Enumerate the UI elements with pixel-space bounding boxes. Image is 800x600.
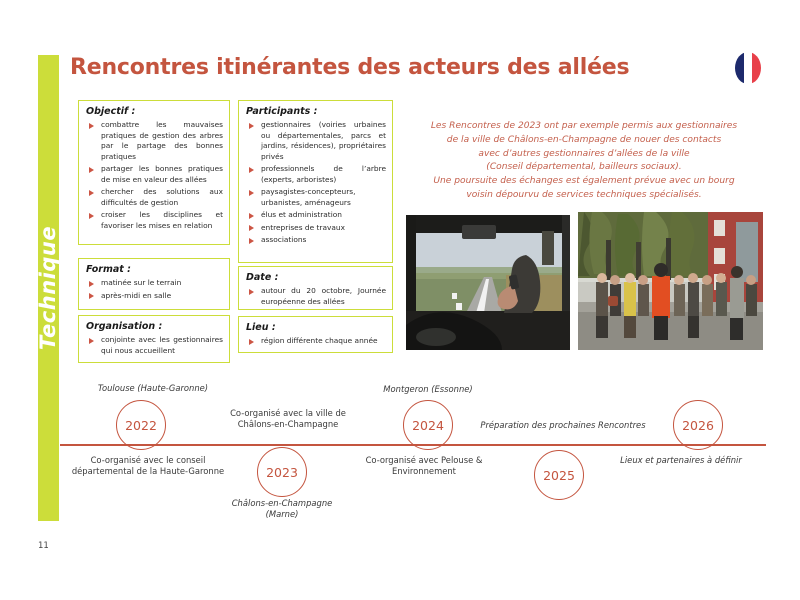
page-title: Rencontres itinérantes des acteurs des allées (70, 55, 630, 80)
timeline-label-chalons-city: Châlons-en-Champagne (Marne) (231, 498, 333, 520)
list-item: paysagistes-concepteurs, urbanistes, aménageurs (246, 187, 386, 208)
box-organisation-heading: Organisation : (86, 321, 163, 332)
box-format (78, 258, 230, 310)
list-item: gestionnaires (voiries urbaines ou départementales, parcs et jardins, résidences), propriétaires privés (246, 120, 386, 162)
timeline-label-lieux: Lieux et partenaires à définir (620, 455, 742, 465)
box-date-list (246, 286, 386, 307)
timeline-label-chalons-coorg: Co-organisé avec la ville de Châlons-en-Champagne (230, 408, 346, 430)
note-line: de la ville de Châlons-en-Champagne de nouer des contacts (446, 134, 722, 145)
timeline-year-2024: 2024 (403, 400, 453, 450)
box-organisation (78, 315, 230, 363)
timeline-label-pelouse: Co-organisé avec Pelouse & Environnement (365, 455, 483, 477)
box-participants-heading: Participants : (246, 106, 318, 117)
box-participants-list (246, 120, 386, 246)
box-objectif (78, 100, 230, 245)
timeline-year-2022: 2022 (116, 400, 166, 450)
timeline-year-2023: 2023 (257, 447, 307, 497)
sidebar-label-text: Technique (36, 225, 61, 351)
box-format-heading: Format : (86, 264, 131, 275)
list-item: combattre les mauvaises pratiques de gestion des arbres par le partage des bonnes pratiques (86, 120, 223, 162)
note-line: avec d’autres gestionnaires d’allées de la ville (478, 148, 690, 159)
note-block (404, 120, 764, 203)
list-item: professionnels de l’arbre (experts, arboristes) (246, 164, 386, 185)
flag-band-red (752, 52, 761, 84)
note-line: Une poursuite des échanges est également prévue avec un bourg (433, 176, 735, 187)
note-line: Les Rencontres de 2023 ont par exemple permis aux gestionnaires (430, 121, 738, 131)
list-item: croiser les disciplines et favoriser les mises en relation (86, 210, 223, 231)
photo-bus-graphic (406, 215, 570, 350)
note-line: (Conseil départemental, bailleurs sociaux). (486, 162, 682, 173)
list-item: matinée sur le terrain (86, 278, 223, 289)
box-lieu (238, 316, 393, 353)
list-item: région différente chaque année (246, 336, 386, 347)
timeline-label-montgeron: Montgeron (Essonne) (383, 384, 473, 394)
timeline-label-toulouse: Toulouse (Haute-Garonne) (97, 383, 209, 393)
french-flag-icon (735, 52, 761, 84)
list-item: élus et administration (246, 210, 386, 221)
timeline-year-2026: 2026 (673, 400, 723, 450)
box-participants (238, 100, 393, 263)
box-lieu-heading: Lieu : (246, 322, 276, 333)
note-line: voisin dépourvu de services techniques spécialisés. (466, 190, 702, 201)
flag-band-white (744, 52, 753, 84)
timeline-label-haute-garonne: Co-organisé avec le conseil départemental de la Haute-Garonne (71, 455, 225, 477)
photo-group (578, 212, 763, 350)
timeline-label-preparation: Préparation des prochaines Rencontres (480, 420, 646, 430)
box-objectif-list (86, 120, 223, 231)
sidebar-label (38, 55, 59, 521)
photo-bus (406, 215, 570, 350)
list-item: après-midi en salle (86, 291, 223, 302)
box-date-heading: Date : (246, 272, 279, 283)
photo-group-graphic (578, 212, 763, 350)
box-lieu-list (246, 336, 386, 347)
timeline-year-2025: 2025 (534, 450, 584, 500)
list-item: autour du 20 octobre, Journée européenne des allées (246, 286, 386, 307)
list-item: associations (246, 235, 386, 246)
box-objectif-heading: Objectif : (86, 106, 136, 117)
box-format-list (86, 278, 223, 301)
list-item: entreprises de travaux (246, 223, 386, 234)
box-organisation-list (86, 335, 223, 356)
list-item: partager les bonnes pratiques de mise en valeur des allées (86, 164, 223, 185)
list-item: conjointe avec les gestionnaires qui nous accueillent (86, 335, 223, 356)
page-number: 11 (38, 541, 49, 551)
list-item: chercher des solutions aux difficultés de gestion (86, 187, 223, 208)
box-date (238, 266, 393, 310)
flag-band-blue (735, 52, 744, 84)
